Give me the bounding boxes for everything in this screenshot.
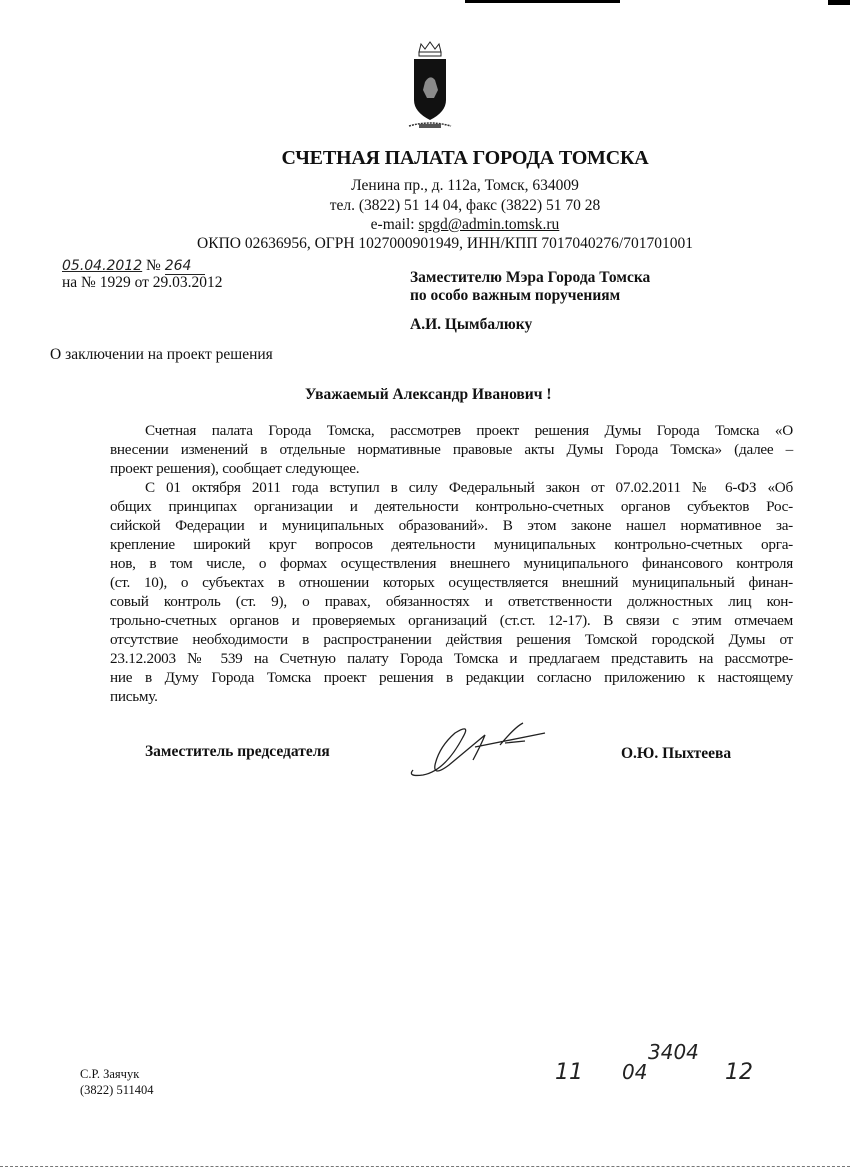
reply-reference: на № 1929 от 29.03.2012 <box>62 274 223 291</box>
outgoing-date-number <box>62 257 205 275</box>
recipient-position: Заместителю Мэра Города Томска <box>410 269 651 286</box>
address: Ленина пр., д. 112а, Томск, 634009 <box>351 177 579 194</box>
handwritten-signature <box>405 715 555 780</box>
body-line: трольно-счетных органов и проверяемых организаций (ст.ст. 12-17). В связи с этим отмечаем <box>110 612 793 629</box>
coat-of-arms-emblem <box>405 40 455 135</box>
scan-artifact <box>465 0 620 3</box>
stamp-year: 12 <box>725 1060 753 1085</box>
body-line: (ст. 10), о субъектах в отношении которых осуществляется внешний муниципальный финан- <box>110 574 793 591</box>
body-line: письму. <box>110 688 158 705</box>
stamp-month: 04 <box>622 1060 648 1084</box>
outgoing-number: 264 <box>165 258 205 275</box>
subject: О заключении на проект решения <box>50 346 273 363</box>
email-link[interactable]: spgd@admin.tomsk.ru <box>418 216 560 233</box>
body-line: сийской Федерации и муниципальных образований». В этом законе нашел нормативное за- <box>110 517 793 534</box>
executor-phone: (3822) 511404 <box>80 1083 154 1097</box>
body-line: Счетная палата Города Томска, рассмотрев проект решения Думы Города Томска «О <box>145 422 793 439</box>
body-line: нов, в том числе, о формах осуществления внешнего муниципального финансового контроля <box>110 555 793 572</box>
body-line: 23.12.2003 № 539 на Счетную палату Города Томска и предлагаем представить на рассмотре- <box>110 650 793 667</box>
body-line: внесении изменений в отдельные нормативные правовые акты Думы Города Томска» (далее – <box>110 441 793 458</box>
stamp-day: 11 <box>555 1060 583 1085</box>
recipient-position-2: по особо важным поручениям <box>410 287 621 304</box>
body-line: проект решения), сообщает следующее. <box>110 460 360 477</box>
body-line: совый контроль (ст. 9), о правах, обязанностях и ответственности должностных лиц кон- <box>110 593 793 610</box>
signatory-position: Заместитель председателя <box>145 743 330 760</box>
scan-edge <box>0 1166 850 1167</box>
stamp-number: 3404 <box>648 1040 699 1064</box>
signatory-name: О.Ю. Пыхтеева <box>621 745 732 762</box>
body-line: ние в Думу Города Томска проект решения в редакции согласно приложению к настоящему <box>110 669 793 686</box>
body-line: С 01 октября 2011 года вступил в силу Федеральный закон от 07.02.2011 № 6-ФЗ «Об <box>145 479 793 496</box>
body-line: общих принципах организации и деятельности контрольно-счетных органов субъектов Рос- <box>110 498 793 515</box>
phone-fax: тел. (3822) 51 14 04, факс (3822) 51 70 28 <box>329 197 601 214</box>
number-label: № <box>146 257 161 274</box>
organization-title: СЧЕТНАЯ ПАЛАТА ГОРОДА ТОМСКА <box>281 147 649 169</box>
email-label: e-mail: <box>370 216 419 233</box>
executor-name: С.Р. Заячук <box>80 1067 140 1081</box>
registry-codes: ОКПО 02636956, ОГРН 1027000901949, ИНН/КПП 7017040276/701701001 <box>197 235 693 252</box>
greeting: Уважаемый Александр Иванович ! <box>305 386 552 403</box>
email-line <box>40 216 850 234</box>
scan-artifact <box>828 0 850 5</box>
body-line: отсутствие необходимости в распространении действия решения Томской городской Думы от <box>110 631 793 648</box>
body-line: крепление широкий круг вопросов деятельности муниципальных контрольно-счетных орга- <box>110 536 793 553</box>
outgoing-date: 05.04.2012 <box>62 258 143 274</box>
recipient-name: А.И. Цымбалюку <box>410 316 533 333</box>
